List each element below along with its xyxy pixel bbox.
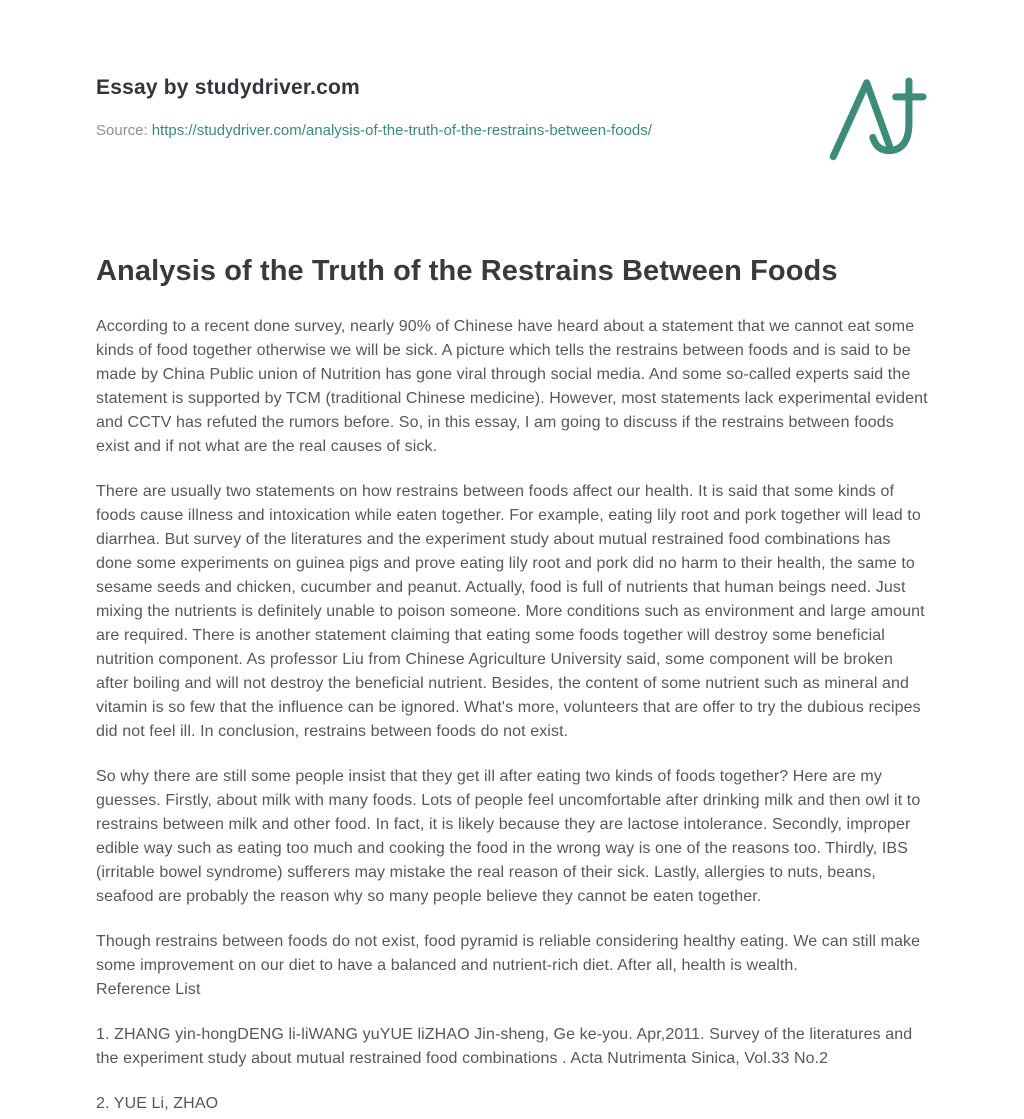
source-link[interactable]: https://studydriver.com/analysis-of-the-truth-of-the-restrains-between-foods/	[151, 122, 652, 139]
reference-list	[96, 1023, 928, 1116]
source-label: Source:	[96, 122, 148, 139]
studydriver-monogram-icon	[825, 74, 933, 162]
reference-item: 1. ZHANG yin-hongDENG li-liWANG yuYUE liZHAO Jin-sheng, Ge ke-you. Apr,2011. Survey of the literatures and the experiment study about mutual restrained food combinations . Acta Nutrimenta Sinica, Vol.33 No.2	[96, 1026, 913, 1067]
essay-paragraph: Though restrains between foods do not exist, food pyramid is reliable considering healthy eating. We can still make some improvement on our diet to have a balanced and nutrient-rich diet. After all, health is wealth.	[96, 933, 921, 974]
essay-paragraph: There are usually two statements on how restrains between foods affect our health. It is said that some kinds of foods cause illness and intoxication while eaten together. For example, eating lily root and pork together will lead to diarrhea. But survey of the literatures and the experiment study about mutual restrained food combinations has done some experiments on guinea pigs and prove eating lily root and pork did no harm to their health, the same to sesame seeds and chicken, cucumber and peanut. Actually, food is full of nutrients that human beings need. Just mixing the nutrients is definitely unable to poison someone. More conditions such as environment and large amount are required. There is another statement claiming that eating some foods together will destroy some beneficial nutrition component. As professor Liu from Chinese Agriculture University said, some component will be broken after boiling and will not destroy the beneficial nutrient. Besides, the content of some nutrient such as mineral and vitamin is so few that the influence can be ignored. What's more, volunteers that are offer to try the dubious recipes did not feel ill. In conclusion, restrains between foods do not exist.	[96, 483, 925, 740]
essay-paragraph: According to a recent done survey, nearly 90% of Chinese have heard about a statement that we cannot eat some kinds of food together otherwise we will be sick. A picture which tells the restrains between foods and is said to be made by China Public union of Nutrition has gone viral through social media. And some so-called experts said the statement is supported by TCM (traditional Chinese medicine). However, most statements lack experimental evident and CCTV has refuted the rumors before. So, in this essay, I am going to discuss if the restrains between foods exist and if not what are the real causes of sick.	[96, 318, 928, 455]
source-line	[96, 120, 928, 142]
essay-paragraph: So why there are still some people insist that they get ill after eating two kinds of foods together? Here are my guesses. Firstly, about milk with many foods. Lots of people feel uncomfortable after drinking milk and then owl it to restrains between milk and other food. In fact, it is likely because they are lactose intolerance. Secondly, improper edible way such as eating too much and cooking the food in the wrong way is one of the reasons too. Thirdly, IBS (irritable bowel syndrome) sufferers may mistake the real reason of their sick. Lastly, allergies to nuts, beans, seafood are probably the reason why so many people believe they cannot be eaten together.	[96, 768, 921, 905]
essay-paragraphs	[96, 315, 928, 978]
reference-item: 2. YUE Li, ZHAO	[96, 1095, 219, 1112]
reference-list-heading: Reference List	[96, 981, 201, 998]
page-title: Analysis of the Truth of the Restrains Between Foods	[96, 255, 838, 287]
essay-body	[96, 315, 928, 1116]
essay-byline: Essay by studydriver.com	[96, 76, 360, 99]
